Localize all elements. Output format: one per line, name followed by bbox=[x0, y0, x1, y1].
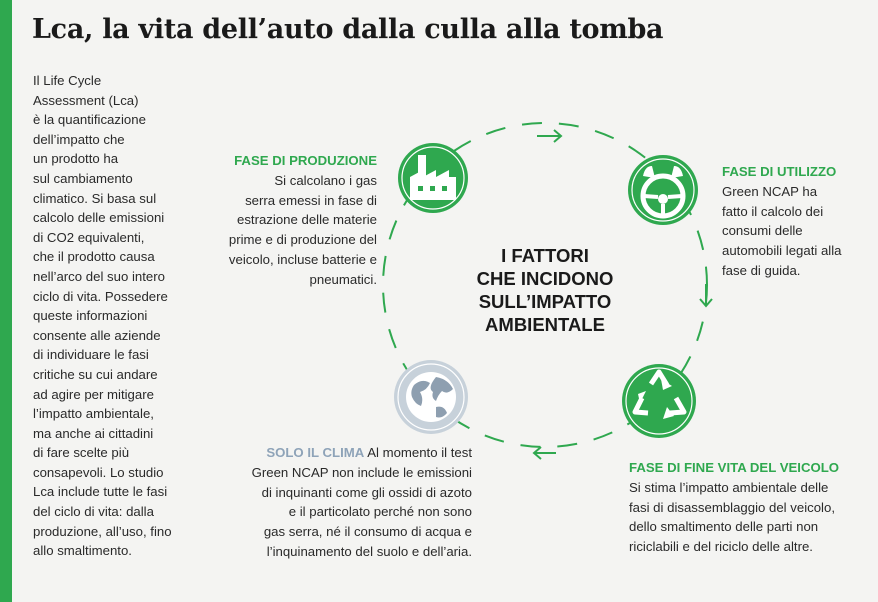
fine-vita-line: dello smaltimento delle parti non bbox=[629, 519, 819, 535]
produzione-line: prime e di produzione del bbox=[228, 232, 377, 248]
utilizzo-line: fatto il calcolo dei bbox=[722, 203, 824, 219]
utilizzo-block bbox=[722, 162, 872, 281]
fine-vita-block bbox=[629, 458, 874, 557]
utilizzo-line: automobili legati alla bbox=[722, 243, 842, 259]
fine-vita-heading: FASE DI FINE VITA DEL VEICOLO bbox=[629, 460, 840, 475]
intro-line: consente alle aziende bbox=[33, 327, 161, 343]
intro-line: è la quantificazione bbox=[33, 112, 146, 128]
intro-line: Assessment (Lca) bbox=[33, 92, 139, 108]
produzione-line: veicolo, incluse batterie e bbox=[228, 251, 377, 267]
intro-line: di individuare le fasi bbox=[33, 347, 149, 363]
clima-line: e il particolato perché non sono bbox=[288, 504, 472, 520]
clima-heading: SOLO IL CLIMA bbox=[266, 445, 365, 460]
clima-block bbox=[240, 443, 472, 562]
fine-vita-line: Si stima l’impatto ambientale delle bbox=[629, 479, 829, 495]
center-line: CHE INCIDONO bbox=[476, 268, 614, 289]
center-line: I FATTORI bbox=[501, 245, 589, 266]
clima-line: l’inquinamento del suolo e dell’aria. bbox=[266, 543, 472, 559]
arrow-left-icon bbox=[534, 447, 556, 459]
intro-line: consapevoli. Lo studio bbox=[33, 464, 164, 480]
intro-line: calcolo delle emissioni bbox=[33, 210, 165, 226]
intro-line: critiche su cui andare bbox=[33, 366, 158, 382]
factory-icon bbox=[398, 143, 468, 213]
produzione-line: Si calcolano i gas bbox=[274, 172, 377, 188]
intro-line: dell’impatto che bbox=[33, 131, 125, 147]
steering-wheel-icon bbox=[628, 155, 698, 225]
produzione-line: serra emessi in fase di bbox=[245, 192, 377, 208]
intro-line: Lca include tutte le fasi bbox=[33, 484, 168, 500]
intro-line: di fare scelte più bbox=[33, 445, 130, 461]
produzione-block bbox=[225, 151, 377, 290]
clima-line: di inquinanti come gli ossidi di azoto bbox=[261, 484, 472, 500]
arrow-right-icon bbox=[537, 130, 561, 142]
utilizzo-line: fase di guida. bbox=[722, 262, 801, 278]
intro-line: produzione, all’uso, fino bbox=[33, 523, 172, 539]
arrow-down-icon bbox=[700, 284, 712, 306]
intro-line: del ciclo di vita: dalla bbox=[33, 504, 154, 520]
fine-vita-line: fasi di disassemblaggio del veicolo, bbox=[629, 499, 835, 515]
intro-line: Il Life Cycle bbox=[33, 73, 102, 88]
intro-line: queste informazioni bbox=[33, 308, 148, 324]
clima-line: Green NCAP non include le emissioni bbox=[251, 464, 472, 480]
intro-line: climatico. Si basa sul bbox=[33, 190, 157, 206]
clima-first-line bbox=[240, 443, 472, 463]
produzione-line: estrazione delle materie bbox=[236, 212, 377, 228]
intro-line: che il prodotto causa bbox=[33, 249, 155, 265]
utilizzo-heading: FASE DI UTILIZZO bbox=[722, 164, 837, 179]
intro-line: allo smaltimento. bbox=[33, 543, 132, 559]
center-line: SULL’IMPATTO bbox=[478, 291, 612, 312]
clima-first-line-rest: Al momento il test bbox=[367, 445, 472, 460]
intro-line: un prodotto ha bbox=[33, 151, 119, 167]
utilizzo-line: consumi delle bbox=[722, 223, 803, 239]
produzione-heading: FASE DI PRODUZIONE bbox=[234, 153, 377, 168]
intro-line: ciclo di vita. Possedere bbox=[33, 288, 168, 304]
intro-line: di CO2 equivalenti, bbox=[33, 229, 145, 245]
intro-line: ad agire per mitigare bbox=[33, 386, 154, 402]
utilizzo-line: Green NCAP ha bbox=[722, 183, 818, 199]
center-line: AMBIENTALE bbox=[485, 314, 605, 335]
fine-vita-line: riciclabili e del riciclo delle altre. bbox=[629, 539, 813, 555]
produzione-line: pneumatici. bbox=[309, 271, 377, 287]
intro-line: nell’arco del suo intero bbox=[33, 268, 165, 284]
globe-icon bbox=[394, 360, 468, 434]
intro-line: l’impatto ambientale, bbox=[33, 406, 154, 422]
intro-line: ma anche ai cittadini bbox=[33, 425, 154, 441]
intro-line: sul cambiamento bbox=[33, 170, 133, 186]
center-heading bbox=[440, 244, 650, 336]
page-title: Lca, la vita dell’auto dalla culla alla tomba bbox=[32, 14, 664, 45]
clima-line: gas serra, né il consumo di acqua e bbox=[263, 524, 472, 540]
recycle-icon bbox=[622, 364, 696, 438]
